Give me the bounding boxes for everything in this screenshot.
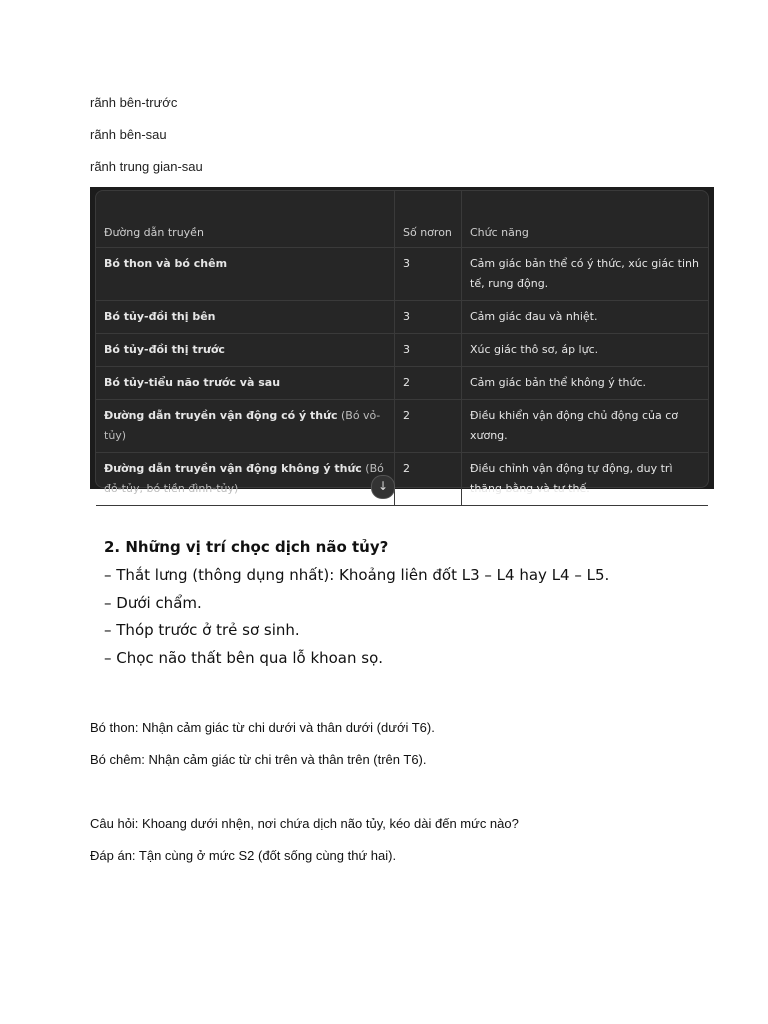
cell-pathway: [96, 453, 395, 506]
cell-pathway-name: Bó tủy-đồi thị trước: [104, 343, 225, 356]
cell-neurons: 2: [395, 453, 462, 506]
cell-pathway-name: Bó tủy-đồi thị bên: [104, 310, 216, 323]
list-item: – Dưới chẩm.: [104, 594, 202, 612]
table-row: [96, 367, 708, 400]
cell-function: Cảm giác đau và nhiệt.: [462, 301, 709, 334]
cell-pathway-name: Bó thon và bó chêm: [104, 257, 228, 270]
list-item: – Thắt lưng (thông dụng nhất): Khoảng liên đốt L3 – L4 hay L4 – L5.: [104, 566, 610, 584]
table-row: [96, 248, 708, 301]
table-header-row: [96, 191, 708, 248]
cell-pathway: [96, 400, 395, 453]
arrow-down-icon: ↓: [377, 479, 389, 493]
pathways-table: [96, 191, 708, 506]
header-neurons-label: Số nơron: [403, 226, 452, 239]
cell-pathway: [96, 248, 395, 301]
cell-pathway-name: Đường dẫn truyền vận động không ý thức: [104, 462, 362, 475]
cell-pathway: [96, 367, 395, 400]
table-container: [95, 190, 709, 495]
table-row: [96, 453, 708, 506]
question-line: Câu hỏi: Khoang dưới nhện, nơi chứa dịch não tủy, kéo dài đến mức nào?: [90, 816, 519, 831]
cell-neurons: 3: [395, 248, 462, 301]
cell-neurons: 2: [395, 367, 462, 400]
table-screenshot: [90, 187, 714, 495]
cell-pathway-extra: (Bó vỏ-tủy): [104, 409, 381, 442]
header-pathway: Đường dẫn truyền: [96, 191, 395, 248]
text-line-3: rãnh trung gian-sau: [90, 159, 203, 174]
cell-function: Điều khiển vận động chủ động của cơ xương.: [462, 400, 709, 453]
text-line-2: rãnh bên-sau: [90, 127, 167, 142]
header-function: Chức năng: [462, 191, 709, 248]
section-heading: 2. Những vị trí chọc dịch não tủy?: [104, 538, 389, 556]
table-row: [96, 400, 708, 453]
list-item: – Chọc não thất bên qua lỗ khoan sọ.: [104, 649, 384, 667]
note-bo-chem: Bó chêm: Nhận cảm giác từ chi trên và thân trên (trên T6).: [90, 752, 427, 767]
answer-line: Đáp án: Tận cùng ở mức S2 (đốt sống cùng thứ hai).: [90, 848, 397, 863]
scroll-down-button[interactable]: [371, 475, 395, 499]
cell-function: Cảm giác bản thể có ý thức, xúc giác tinh tế, rung động.: [462, 248, 709, 301]
header-neurons: [395, 191, 462, 248]
table-row: [96, 301, 708, 334]
cell-function: Xúc giác thô sơ, áp lực.: [462, 334, 709, 367]
cell-pathway-name: Đường dẫn truyền vận động có ý thức: [104, 409, 338, 422]
table-row: [96, 334, 708, 367]
cell-pathway: [96, 334, 395, 367]
cell-pathway: [96, 301, 395, 334]
cell-function: Cảm giác bản thể không ý thức.: [462, 367, 709, 400]
cell-neurons: 2: [395, 400, 462, 453]
text-line-1: rãnh bên-trước: [90, 95, 178, 110]
note-bo-thon: Bó thon: Nhận cảm giác từ chi dưới và thân dưới (dưới T6).: [90, 720, 435, 735]
list-item: – Thóp trước ở trẻ sơ sinh.: [104, 621, 300, 639]
cell-pathway-extra: (Bó đỏ-tủy, bó tiền đình-tủy): [104, 462, 384, 495]
cell-pathway-name: Bó tủy-tiểu não trước và sau: [104, 376, 281, 389]
cell-neurons: 3: [395, 301, 462, 334]
cell-function: Điều chỉnh vận động tự động, duy trì thăng bằng và tư thế.: [462, 453, 709, 506]
cell-neurons: 3: [395, 334, 462, 367]
